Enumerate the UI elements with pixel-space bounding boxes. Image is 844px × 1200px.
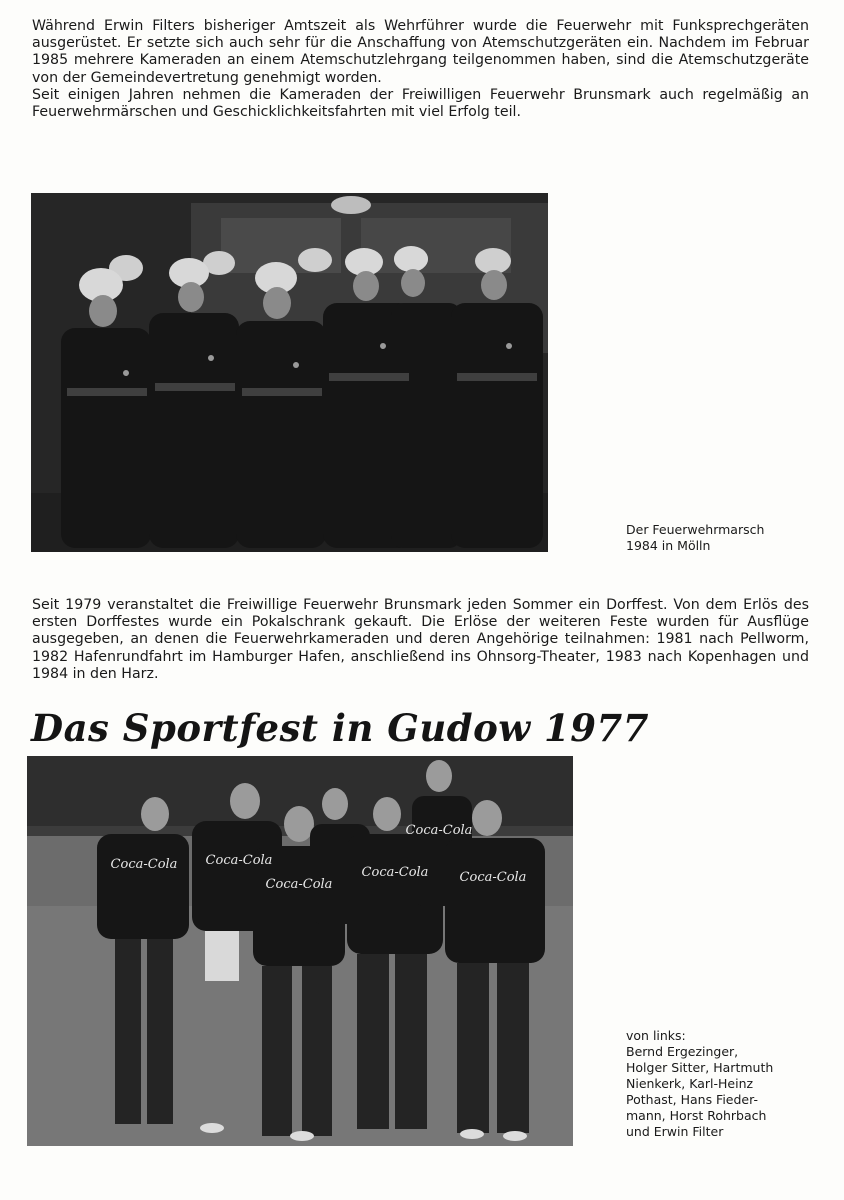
caption-line: 1984 in Mölln	[626, 538, 711, 553]
caption-line: Der Feuerwehrmarsch	[626, 522, 765, 537]
shirt-logo-text: Coca-Cola	[405, 823, 473, 838]
shirt-logo-text: Coca-Cola	[265, 877, 333, 892]
caption-line: Holger Sitter, Hartmuth	[626, 1060, 774, 1075]
sportfest-photo-illustration	[27, 756, 573, 1146]
paragraph-3: Seit 1979 veranstaltet die Freiwillige Feuerwehr Brunsmark jeden Sommer ein Dorffest. Von dem Erlös des ersten Dorffestes wurde ein Pokalschrank gekauft. Die Erlöse der weiteren Feste wurden für Ausflüge ausgegeben, an denen die Feuerwehrkameraden und deren Angehörige teilnahmen: 1981 nach Pellworm, 1982 Hafenrundfahrt im Hamburger Hafen, anschließend ins Ohnsorg-Theater, 1983 nach Kopenhagen und 1984 in den Harz.	[32, 597, 809, 682]
photo-1-caption	[626, 522, 826, 554]
sportfest-team-photo	[27, 756, 573, 1146]
firefighters-group-photo	[31, 193, 548, 552]
caption-line: mann, Horst Rohrbach	[626, 1108, 767, 1123]
shirt-logo-text: Coca-Cola	[110, 857, 178, 872]
paragraph-1-text: Während Erwin Filters bisheriger Amtszeit als Wehrführer wurde die Feuerwehr mit Funksprechgeräten ausgerüstet. Er setzte sich auch sehr für die Anschaffung von Atemschutzgeräten ein. Nachdem im Februar 1985 mehrere Kameraden an einem Atemschutzlehrgang teilgenommen haben, sind die Atemschutzgeräte von der Gemeindevertretung genehmigt worden.	[32, 18, 809, 86]
shirt-logo-text: Coca-Cola	[459, 870, 527, 885]
paragraph-2-text: Seit einigen Jahren nehmen die Kameraden der Freiwilligen Feuerwehr Brunsmark auch regelmäßig an Feuerwehrmärschen und Geschicklichkeitsfahrten mit viel Erfolg teil.	[32, 86, 809, 121]
caption-line: Pothast, Hans Fieder-	[626, 1092, 758, 1107]
paragraph-1	[32, 18, 809, 121]
caption-line: und Erwin Filter	[626, 1124, 724, 1139]
shirt-logo-text: Coca-Cola	[361, 865, 429, 880]
shirt-logo-text: Coca-Cola	[205, 853, 273, 868]
firefighters-photo-illustration	[31, 193, 548, 552]
photo-2-caption	[626, 1028, 826, 1140]
caption-line: Bernd Ergezinger,	[626, 1044, 739, 1059]
caption-line: von links:	[626, 1028, 686, 1043]
section-heading: Das Sportfest in Gudow 1977	[31, 706, 649, 750]
caption-line: Nienkerk, Karl-Heinz	[626, 1076, 754, 1091]
